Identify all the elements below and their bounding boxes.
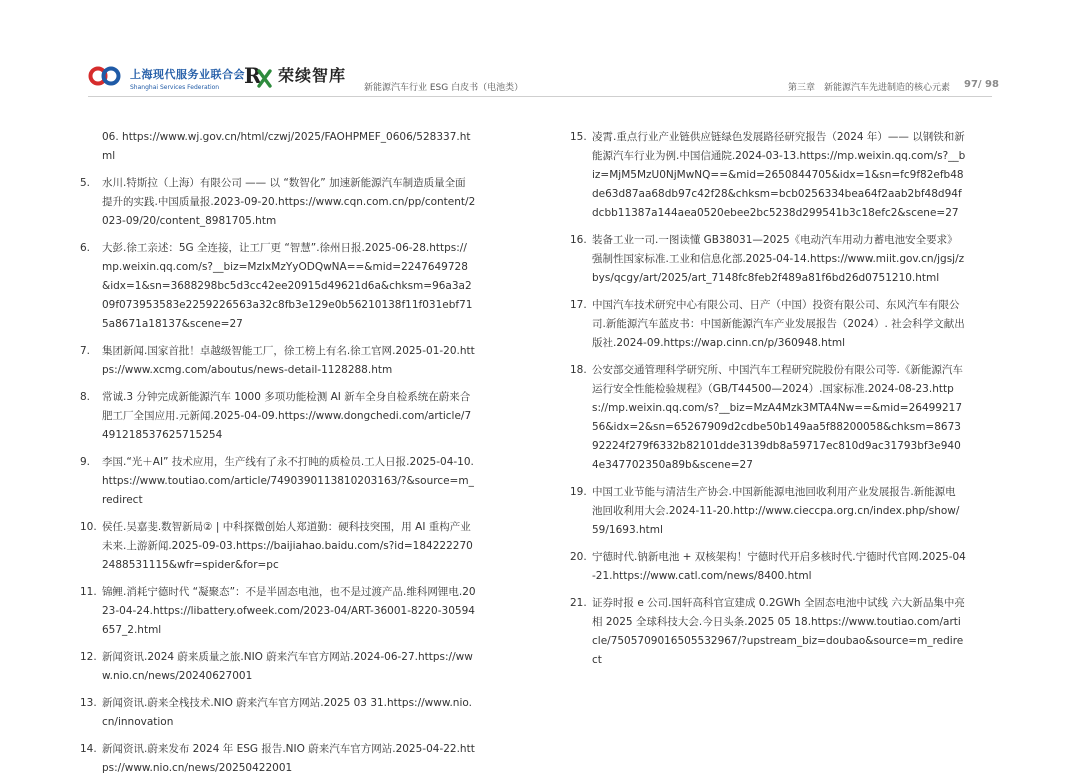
reference-item: [80, 388, 476, 445]
org1-name-cn: 上海现代服务业联合会: [130, 68, 245, 81]
reference-item: [80, 648, 476, 686]
reference-number: 19.: [570, 486, 587, 498]
reference-item: [80, 694, 476, 732]
reference-item: [80, 453, 476, 510]
header-divider: [88, 96, 992, 97]
reference-number: 15.: [570, 131, 587, 143]
reference-number: 6.: [80, 242, 91, 254]
chapter-title: 第三章 新能源汽车先进制造的核心元素: [788, 83, 951, 93]
reference-item: [80, 174, 476, 231]
reference-number: 7.: [80, 345, 91, 357]
reference-item: [570, 483, 966, 540]
reference-number: 5.: [80, 177, 91, 189]
reference-text: 新闻资讯.2024 蔚来质量之旅.NIO 蔚来汽车官方网站.2024-06-27.https://www.nio.cn/news/20240627001: [102, 651, 473, 682]
reference-number: 11.: [80, 586, 97, 598]
left-column: [80, 128, 476, 778]
reference-text: 装备工业一司.一图读懂 GB38031—2025《电动汽车用动力蓄电池安全要求》强制性国家标准.工业和信息化部.2025-04-14.https://www.miit.gov.cn/jgsj/zbys/qcgy/art/2025/art_7148fc8feb2f489a81f6bd26d0751210.html: [592, 234, 965, 284]
reference-text: 常诚.3 分钟完成新能源汽车 1000 多项功能检测 AI 新车全身自检系统在蔚来合肥工厂全国应用.元新闻.2025-04-09.https://www.dongchedi.com/article/7491218537625715254: [102, 391, 472, 441]
reference-number: 21.: [570, 597, 587, 609]
reference-item: [570, 548, 966, 586]
org2-name: 荣续智库: [278, 66, 347, 85]
org1-name-en: Shanghai Services Federation: [130, 84, 220, 91]
reference-number: 8.: [80, 391, 91, 403]
reference-item: [80, 583, 476, 640]
document-title: 新能源汽车行业 ESG 白皮书（电池类）: [364, 83, 524, 93]
reference-text: 凌霄.重点行业产业链供应链绿色发展路径研究报告（2024 年）—— 以钢铁和新能源汽车行业为例.中国信通院.2024-03-13.https://mp.weixin.qq.com/s?__biz=MjM5MzU0NjMwNQ==&mid=2650844705&idx=1&sn=fc9f82efb48de63d87aa68db97c42f28&chksm=bcb0256334bea64f2aab2bf48d94fdcbb11387a144aea0520ebee2bc5238d299541b3c18efc2&scene=27: [592, 131, 966, 219]
reference-text: 公安部交通管理科学研究所、中国汽车工程研究院股份有限公司等.《新能源汽车运行安全性能检验规程》（GB/T44500—2024）.国家标准.2024-08-23.https://mp.weixin.qq.com/s?__biz=MzA4Mzk3MTA4Nw==&mid=2649921756&idx=2&sn=65267909d2cdbe50b149aa5f88200058&chksm=867392224f279f6332b82101dde3139db8a59717ec810d9ac31793bf3e9404e347702350a89b&scene=27: [592, 364, 963, 471]
reference-text: 锦鲤.消耗宁德时代 “凝聚态”：不是半固态电池，也不是过渡产品.维科网锂电.2023-04-24.https://libattery.ofweek.com/2023-04/ART-36001-8220-30594657_2.html: [102, 586, 476, 636]
reference-text: 李国.“光＋AI” 技术应用，生产线有了永不打盹的质检员.工人日报.2025-04-10.https://www.toutiao.com/article/7490390113810203163/?&source=m_redirect: [102, 456, 474, 506]
reference-item: [80, 239, 476, 334]
right-column: [570, 128, 966, 670]
reference-item: [570, 128, 966, 223]
reference-number: 12.: [80, 651, 97, 663]
org1-block: [130, 66, 245, 91]
page-number: 97/ 98: [964, 79, 999, 90]
reference-item: [80, 518, 476, 575]
reference-number: 14.: [80, 743, 97, 755]
reference-text: 证券时报 e 公司.国轩高科官宣建成 0.2GWh 全固态电池中试线 六大新品集中亮相 2025 全球科技大会.今日头条.2025 05 18.https://www.toutiao.com/article/7505709016505532967/?upstream_biz=doubao&source=m_redirect: [592, 597, 965, 666]
reference-text: 宁德时代.钠新电池 + 双核架构！宁德时代开启多核时代.宁德时代官网.2025-04-21.https://www.catl.com/news/8400.html: [592, 551, 966, 582]
reference-item: [570, 361, 966, 475]
svg-text:R: R: [244, 63, 262, 88]
reference-text: 新闻资讯.蔚来发布 2024 年 ESG 报告.NIO 蔚来汽车官方网站.2025-04-22.https://www.nio.cn/news/20250422001: [102, 743, 475, 774]
reference-number: 10.: [80, 521, 97, 533]
reference-number: 13.: [80, 697, 97, 709]
reference-item: [80, 740, 476, 778]
reference-text: 新闻资讯.蔚来全栈技术.NIO 蔚来汽车官方网站.2025 03 31.https://www.nio.cn/innovation: [102, 697, 472, 728]
continued-reference: 06. https://www.wj.gov.cn/html/czwj/2025/FAOHPMEF_0606/528337.html: [102, 131, 471, 162]
reference-item: [570, 594, 966, 670]
reference-number: 20.: [570, 551, 587, 563]
reference-text: 中国工业节能与清洁生产协会.中国新能源电池回收利用产业发展报告.新能源电池回收利用大会.2024-11-20.http://www.cieccpa.org.cn/index.php/show/59/1693.html: [592, 486, 960, 536]
reference-number: 9.: [80, 456, 91, 468]
rx-logo-icon: [244, 62, 274, 88]
reference-text: 大彭.徐工亲述：5G 全连接，让工厂更 “智慧”.徐州日报.2025-06-28.https://mp.weixin.qq.com/s?__biz=MzIxMzYyODQwNA==&mid=2247649728&idx=1&sn=3688298bc5d3cc42ee20915d49621d6a&chksm=96a3a209f073953583e2259226563a32c8fb3e129e0b56210138f11f031ebf715a8671a18137&scene=27: [102, 242, 473, 330]
reference-text: 侯任.吴嘉斐.数智新局② | 中科探微创始人郑道勤：硬科技突围，用 AI 重构产业未来.上游新闻.2025-09-03.https://baijiahao.baidu.com/s?id=1842222702488531115&wfr=spider&for=pc: [102, 521, 473, 571]
reference-text: 集团新闻.国家首批！卓越级智能工厂，徐工榜上有名.徐工官网.2025-01-20.https://www.xcmg.com/aboutus/news-detail-1128288.htm: [102, 345, 475, 376]
reference-number: 18.: [570, 364, 587, 376]
reference-item: [570, 296, 966, 353]
reference-number: 16.: [570, 234, 587, 246]
page-header: [0, 0, 1080, 110]
reference-number: 17.: [570, 299, 587, 311]
reference-item: [570, 231, 966, 288]
ssf-logo-icon: [88, 64, 122, 88]
reference-text: 中国汽车技术研究中心有限公司、日产（中国）投资有限公司、东风汽车有限公司.新能源汽车蓝皮书：中国新能源汽车产业发展报告（2024）. 社会科学文献出版社.2024-09.https://wap.cinn.cn/p/360948.html: [592, 299, 965, 349]
reference-item: [80, 342, 476, 380]
reference-text: 水川.特斯拉（上海）有限公司 —— 以 “数智化” 加速新能源汽车制造质量全面提升的实践.中国质量报.2023-09-20.https://www.cqn.com.cn/pp/content/2023-09/20/content_8981705.htm: [102, 177, 476, 227]
